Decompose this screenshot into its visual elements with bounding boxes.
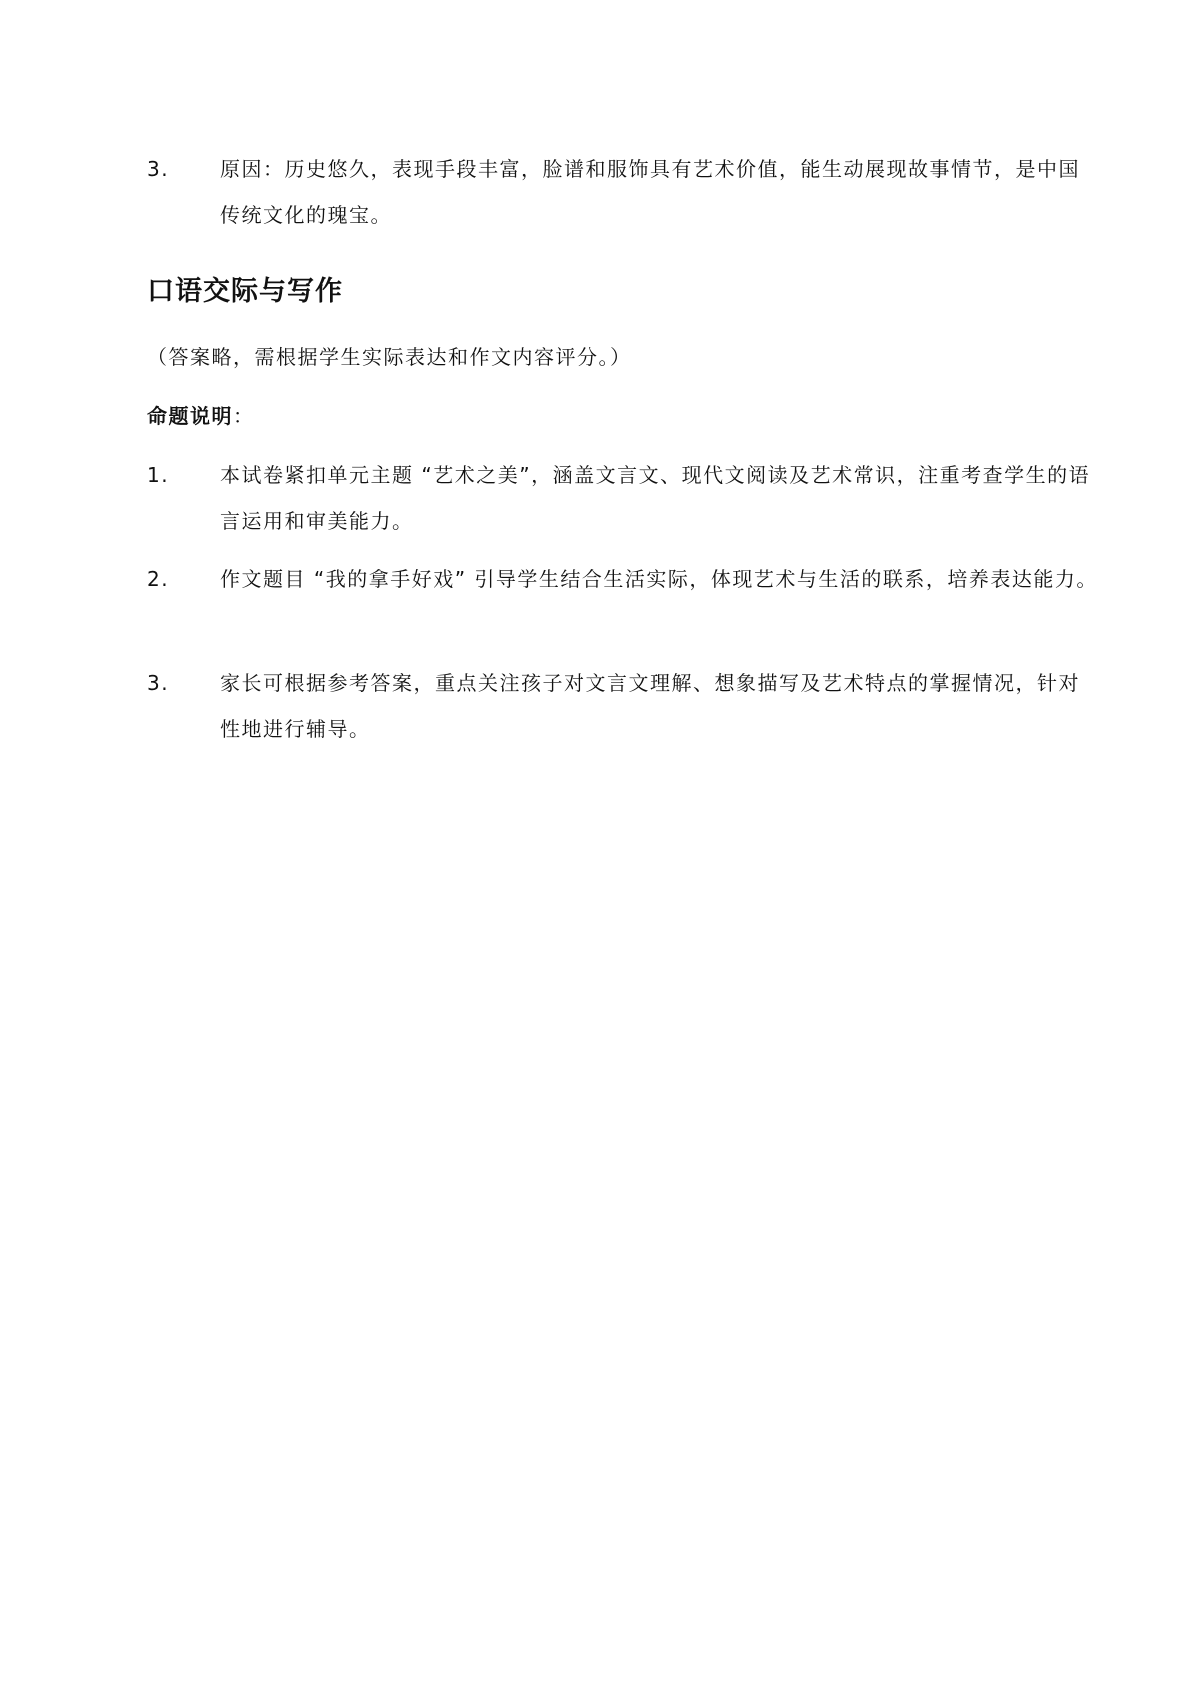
item-text: 家长可根据参考答案，重点关注孩子对文言文理解、想象描写及艺术特点的掌握情况，针对性地进行辅导。 (220, 671, 1080, 741)
item-text: 原因：历史悠久，表现手段丰富，脸谱和服饰具有艺术价值，能生动展现故事情节，是中国传统文化的瑰宝。 (220, 157, 1080, 227)
item-text: 作文题目 “我的拿手好戏” 引导学生结合生活实际，体现艺术与生活的联系，培养表达能力。 (220, 567, 1098, 591)
answer-note: （答案略，需根据学生实际表达和作文内容评分。） (147, 345, 632, 369)
item-number: 2. (147, 567, 170, 591)
item-text: 本试卷紧扣单元主题 “艺术之美”，涵盖文言文、现代文阅读及艺术常识，注重考查学生的语言运用和审美能力。 (220, 463, 1091, 533)
explanation-item-3 (147, 660, 1097, 752)
item-number: 3. (147, 157, 170, 181)
explanation-label (147, 396, 255, 436)
explanation-item-1 (147, 452, 1097, 544)
section-heading-oral-writing: 口语交际与写作 (147, 276, 343, 307)
item-number: 1. (147, 463, 170, 487)
answer-item-3 (147, 146, 1097, 238)
explanation-item-2 (147, 556, 1097, 602)
explanation-label-colon: ： (233, 404, 255, 428)
explanation-label-text: 命题说明 (147, 404, 233, 428)
item-number: 3. (147, 671, 170, 695)
